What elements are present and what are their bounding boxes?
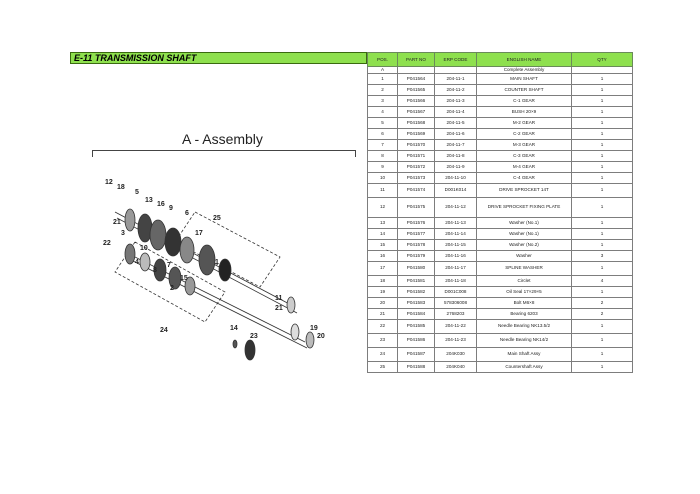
diagram-label-25: 25 xyxy=(213,215,221,222)
cell-erp: 204-11-5 xyxy=(435,117,477,128)
cell-part: P041567 xyxy=(398,106,435,117)
diagram-label-3: 3 xyxy=(121,230,125,237)
cell-name: Washer (No.1) xyxy=(477,217,572,228)
cell-name: C-1 GEAR xyxy=(477,95,572,106)
cell-part: P041585 xyxy=(398,319,435,333)
cell-erp: 204-11-18 xyxy=(435,275,477,286)
cell-erp: 2768203 xyxy=(435,308,477,319)
cell-pos: 22 xyxy=(368,319,398,333)
cell-erp: 204-11-9 xyxy=(435,161,477,172)
diagram-label-18: 18 xyxy=(117,184,125,191)
cell-qty: 1 xyxy=(572,361,633,372)
cell-name: Circlet xyxy=(477,275,572,286)
diagram-label-22: 22 xyxy=(103,240,111,247)
cell-part: P041570 xyxy=(398,139,435,150)
cell-erp: 204-11-16 xyxy=(435,250,477,261)
cell-part: P041571 xyxy=(398,150,435,161)
cell-name: Needle Bearing NK13.5/2 xyxy=(477,319,572,333)
cell-part: P041587 xyxy=(398,347,435,361)
cell-qty: 1 xyxy=(572,150,633,161)
cell-name: M-2 GEAR xyxy=(477,117,572,128)
cell-part: P041586 xyxy=(398,333,435,347)
cell-qty: 2 xyxy=(572,308,633,319)
table-row xyxy=(368,183,633,197)
diagram-label-13: 13 xyxy=(145,197,153,204)
cell-erp: 204-11-23 xyxy=(435,333,477,347)
header-english-name: ENGLISH NAME xyxy=(477,53,572,67)
cell-pos: 11 xyxy=(368,183,398,197)
cell-name: SPLINE WASHER xyxy=(477,261,572,275)
diagram-label-21: 21 xyxy=(113,219,121,226)
cell-qty: 2 xyxy=(572,297,633,308)
header-qty: QTY xyxy=(572,53,633,67)
cell-pos: A xyxy=(368,67,398,74)
diagram-label-6: 6 xyxy=(185,210,189,217)
cell-pos: 23 xyxy=(368,333,398,347)
cell-qty: 1 xyxy=(572,117,633,128)
cell-pos: 17 xyxy=(368,261,398,275)
cell-pos: 16 xyxy=(368,250,398,261)
table-row xyxy=(368,333,633,347)
diagram-label-21b: 21 xyxy=(275,305,283,312)
cell-erp: 204K040 xyxy=(435,361,477,372)
cell-part: P041575 xyxy=(398,197,435,217)
cell-name: DRIVE SPROCKET 14T xyxy=(477,183,572,197)
cell-name: MAIN SHAFT xyxy=(477,73,572,84)
table-row xyxy=(368,128,633,139)
cell-part: P041573 xyxy=(398,172,435,183)
assembly-title: A - Assembly xyxy=(182,131,263,147)
cell-pos: 6 xyxy=(368,128,398,139)
cell-erp: D001K014 xyxy=(435,183,477,197)
cell-qty: 3 xyxy=(572,250,633,261)
cell-part: P041582 xyxy=(398,286,435,297)
diagram-label-4: 4 xyxy=(135,259,139,266)
diagram-label-8: 8 xyxy=(153,267,157,274)
cell-qty: 1 xyxy=(572,347,633,361)
cell-erp: 204-11-1 xyxy=(435,73,477,84)
table-row xyxy=(368,84,633,95)
table-row xyxy=(368,347,633,361)
cell-erp: 204-11-17 xyxy=(435,261,477,275)
cell-pos: 21 xyxy=(368,308,398,319)
cell-erp: 204-11-3 xyxy=(435,95,477,106)
cell-pos: 1 xyxy=(368,73,398,84)
cell-name: C-3 GEAR xyxy=(477,150,572,161)
cell-part: P041572 xyxy=(398,161,435,172)
cell-qty: 1 xyxy=(572,139,633,150)
cell-name: Needle Bearing NK14/2 xyxy=(477,333,572,347)
cell-qty: 1 xyxy=(572,217,633,228)
diagram-label-19: 19 xyxy=(310,325,318,332)
cell-erp: 204K030 xyxy=(435,347,477,361)
cell-qty: 1 xyxy=(572,286,633,297)
diagram-label-23: 23 xyxy=(250,333,258,340)
cell-part: P041584 xyxy=(398,308,435,319)
cell-part: P041583 xyxy=(398,297,435,308)
cell-pos: 9 xyxy=(368,161,398,172)
cell-qty: 1 xyxy=(572,172,633,183)
table-row xyxy=(368,297,633,308)
cell-name: Washer xyxy=(477,250,572,261)
diagram-label-11: 11 xyxy=(275,295,283,302)
cell-erp: D001C008 xyxy=(435,286,477,297)
cell-erp: 204-11-22 xyxy=(435,319,477,333)
table-row xyxy=(368,275,633,286)
cell-part: P041568 xyxy=(398,117,435,128)
cell-qty: 1 xyxy=(572,161,633,172)
cell-part: P041569 xyxy=(398,128,435,139)
cell-part: P041579 xyxy=(398,250,435,261)
cell-pos: 15 xyxy=(368,239,398,250)
cell-erp: 578306008 xyxy=(435,297,477,308)
table-row xyxy=(368,95,633,106)
cell-name: Main Shaft Assy xyxy=(477,347,572,361)
cell-qty: 1 xyxy=(572,106,633,117)
cell-part: P041577 xyxy=(398,228,435,239)
diagram-label-5: 5 xyxy=(135,189,139,196)
cell-qty: 1 xyxy=(572,333,633,347)
cell-erp: 204-11-10 xyxy=(435,172,477,183)
cell-name: M-4 GEAR xyxy=(477,161,572,172)
cell-name: Washer (No.1) xyxy=(477,228,572,239)
cell-qty: 1 xyxy=(572,183,633,197)
cell-name: Bolt M6×8 xyxy=(477,297,572,308)
cell-erp: 204-11-4 xyxy=(435,106,477,117)
table-row xyxy=(368,172,633,183)
cell-name: Oil Seal 17×29×5 xyxy=(477,286,572,297)
header-pos: POS. xyxy=(368,53,398,67)
cell-erp: 204-11-8 xyxy=(435,150,477,161)
header-part-no: PART NO xyxy=(398,53,435,67)
parts-table xyxy=(367,52,633,373)
table-row xyxy=(368,239,633,250)
table-row xyxy=(368,73,633,84)
table-row xyxy=(368,139,633,150)
diagram-label-14: 14 xyxy=(230,325,238,332)
cell-part: P041565 xyxy=(398,84,435,95)
cell-name: C-4 GEAR xyxy=(477,172,572,183)
cell-name: Bearing 6203 xyxy=(477,308,572,319)
cell-pos: 10 xyxy=(368,172,398,183)
cell-name: C-2 GEAR xyxy=(477,128,572,139)
cell-pos: 4 xyxy=(368,106,398,117)
cell-qty: 1 xyxy=(572,228,633,239)
table-row xyxy=(368,217,633,228)
cell-qty: 1 xyxy=(572,239,633,250)
cell-qty: 1 xyxy=(572,84,633,95)
exploded-parts-diagram xyxy=(95,172,335,372)
cell-erp: 204-11-6 xyxy=(435,128,477,139)
cell-pos: 14 xyxy=(368,228,398,239)
cell-qty: 4 xyxy=(572,275,633,286)
diagram-label-24: 24 xyxy=(160,327,168,334)
cell-pos: 5 xyxy=(368,117,398,128)
cell-name: Complete Assembly xyxy=(477,67,572,74)
cell-erp: 204-11-12 xyxy=(435,197,477,217)
table-row xyxy=(368,250,633,261)
header-erp-code: ERP CODE xyxy=(435,53,477,67)
cell-part: P041578 xyxy=(398,239,435,250)
cell-part: P041588 xyxy=(398,361,435,372)
cell-qty: 1 xyxy=(572,73,633,84)
cell-erp: 204-11-13 xyxy=(435,217,477,228)
table-row xyxy=(368,261,633,275)
diagram-label-15: 15 xyxy=(180,275,188,282)
cell-pos: 12 xyxy=(368,197,398,217)
table-row xyxy=(368,161,633,172)
table-row xyxy=(368,106,633,117)
cell-erp: 204-11-2 xyxy=(435,84,477,95)
table-row xyxy=(368,308,633,319)
diagram-label-10: 10 xyxy=(140,245,148,252)
assembly-bracket xyxy=(92,150,356,157)
cell-pos: 25 xyxy=(368,361,398,372)
cell-part: P041566 xyxy=(398,95,435,106)
diagram-label-2: 2 xyxy=(170,285,174,292)
cell-pos: 20 xyxy=(368,297,398,308)
cell-qty: 1 xyxy=(572,319,633,333)
diagram-label-9: 9 xyxy=(169,205,173,212)
diagram-label-17: 17 xyxy=(195,230,203,237)
table-row xyxy=(368,319,633,333)
diagram-label-20: 20 xyxy=(317,333,325,340)
cell-pos: 3 xyxy=(368,95,398,106)
diagram-label-16: 16 xyxy=(157,201,165,208)
table-row xyxy=(368,150,633,161)
cell-part: P041564 xyxy=(398,73,435,84)
cell-pos: 19 xyxy=(368,286,398,297)
cell-erp: 204-11-15 xyxy=(435,239,477,250)
cell-part: P041576 xyxy=(398,217,435,228)
diagram-label-1: 1 xyxy=(215,259,219,266)
diagram-label-12: 12 xyxy=(105,179,113,186)
cell-pos: 13 xyxy=(368,217,398,228)
cell-name: DRIVE SPROCKET FIXING PLATE xyxy=(477,197,572,217)
table-header-row xyxy=(368,53,633,67)
cell-pos: 18 xyxy=(368,275,398,286)
cell-pos: 7 xyxy=(368,139,398,150)
table-row xyxy=(368,228,633,239)
cell-pos: 24 xyxy=(368,347,398,361)
table-row xyxy=(368,286,633,297)
cell-qty: 1 xyxy=(572,197,633,217)
cell-name: Countershaft Assy xyxy=(477,361,572,372)
cell-qty: 1 xyxy=(572,128,633,139)
cell-qty: 1 xyxy=(572,95,633,106)
cell-name: Washer (No.2) xyxy=(477,239,572,250)
cell-erp: 204-11-14 xyxy=(435,228,477,239)
diagram-label-7: 7 xyxy=(167,262,171,269)
cell-name: COUNTER SHAFT xyxy=(477,84,572,95)
cell-name: BUSH 20×9 xyxy=(477,106,572,117)
cell-qty: 1 xyxy=(572,261,633,275)
cell-name: M-3 GEAR xyxy=(477,139,572,150)
cell-erp: 204-11-7 xyxy=(435,139,477,150)
cell-part: P041574 xyxy=(398,183,435,197)
table-row xyxy=(368,361,633,372)
cell-part: P041580 xyxy=(398,261,435,275)
section-title: E-11 TRANSMISSION SHAFT xyxy=(70,52,367,64)
cell-pos: 8 xyxy=(368,150,398,161)
cell-part: P041581 xyxy=(398,275,435,286)
cell-pos: 2 xyxy=(368,84,398,95)
table-row xyxy=(368,117,633,128)
table-row xyxy=(368,197,633,217)
